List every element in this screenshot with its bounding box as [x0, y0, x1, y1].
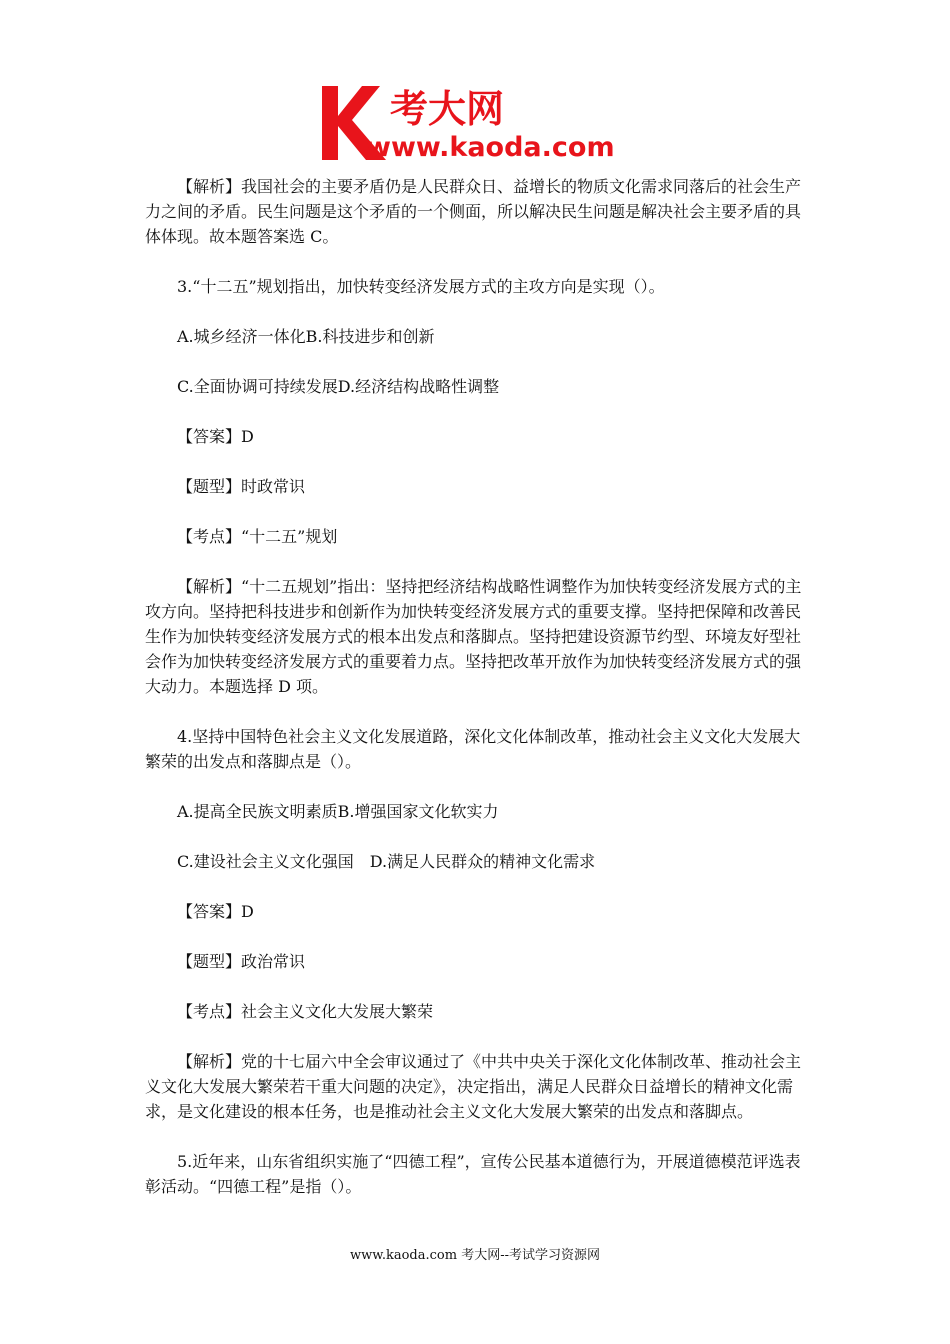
logo-url: www.kaoda.com [366, 132, 615, 162]
question-4-options-ab: A.提高全民族文明素质B.增强国家文化软实力 [177, 802, 499, 821]
kaoda-logo-graphic [318, 82, 638, 162]
question-5: 5.近年来，山东省组织实施了“四德工程”，宣传公民基本道德行为，开展道德模范评选表彰活动。“四德工程”是指（）。 [145, 1152, 801, 1196]
question-4-answer: 【答案】D [177, 902, 254, 921]
question-4: 4.坚持中国特色社会主义文化发展道路，深化文化体制改革，推动社会主义文化大发展大繁荣的出发点和落脚点是（）。 [145, 727, 801, 771]
question-3-analysis: 【解析】“十二五规划”指出：坚持把经济结构战略性调整作为加快转变经济发展方式的主攻方向。坚持把科技进步和创新作为加快转变经济发展方式的重要支撑。坚持把保障和改善民生作为加快转变经济发展方式的根本出发点和落脚点。坚持把建设资源节约型、环境友好型社会作为加快转变经济发展方式的重要着力点。坚持把改革开放作为加快转变经济发展方式的强大动力。本题选择 D 项。 [145, 577, 802, 696]
question-3-topic: 【考点】“十二五”规划 [177, 527, 338, 546]
question-4-type: 【题型】政治常识 [177, 952, 306, 971]
question-3: 3.“十二五”规划指出，加快转变经济发展方式的主攻方向是实现（）。 [177, 277, 665, 296]
page-footer: www.kaoda.com 考大网--考试学习资源网 [350, 1248, 600, 1263]
question-3-answer: 【答案】D [177, 427, 254, 446]
question-4-topic: 【考点】社会主义文化大发展大繁荣 [177, 1002, 434, 1021]
document-body [145, 174, 809, 1199]
kaoda-logo [318, 82, 638, 162]
question-4-analysis: 【解析】党的十七届六中全会审议通过了《中共中央关于深化文化体制改革、推动社会主义文化大发展大繁荣若干重大问题的决定》，决定指出，满足人民群众日益增长的精神文化需求，是文化建设的根本任务，也是推动社会主义文化大发展大繁荣的出发点和落脚点。 [145, 1052, 802, 1121]
logo-brand-cn: 考大网 [390, 87, 505, 131]
question-3-options-ab: A.城乡经济一体化B.科技进步和创新 [177, 327, 435, 346]
paragraph-analysis-2: 【解析】我国社会的主要矛盾仍是人民群众日、益增长的物质文化需求同落后的社会生产力之间的矛盾。民生问题是这个矛盾的一个侧面，所以解决民生问题是解决社会主要矛盾的具体体现。故本题答案选 C。 [145, 177, 802, 246]
question-3-options-cd: C.全面协调可持续发展D.经济结构战略性调整 [177, 377, 500, 396]
question-3-type: 【题型】时政常识 [177, 477, 306, 496]
question-4-options-cd: C.建设社会主义文化强国 D.满足人民群众的精神文化需求 [177, 852, 596, 871]
